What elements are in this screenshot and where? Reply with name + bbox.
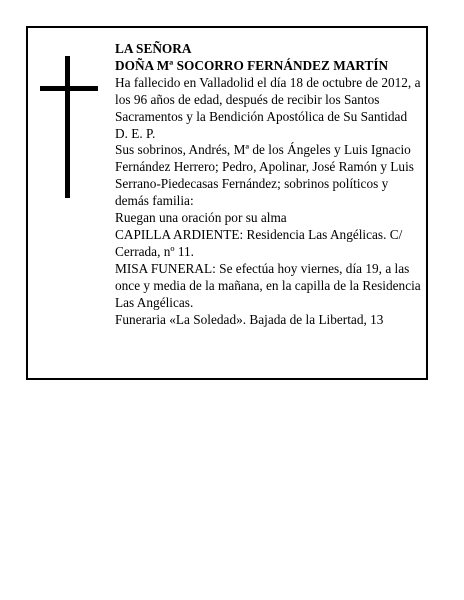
chapel-info: CAPILLA ARDIENTE: Residencia Las Angélicas. C/ Cerrada, nº 11.: [115, 226, 403, 259]
deceased-name: DOÑA Mª SOCORRO FERNÁNDEZ MARTÍN: [115, 57, 389, 73]
funeral-home-info: Funeraria «La Soledad». Bajada de la Libertad, 13: [115, 311, 384, 327]
funeral-mass-info: MISA FUNERAL: Se efectúa hoy viernes, día 19, a las once y media de la mañana, en la capilla de la Residencia Las Angélicas.: [115, 260, 421, 310]
death-announcement: Ha fallecido en Valladolid el día 18 de octubre de 2012, a los 96 años de edad, después de recibir los Santos Sacramentos y la Bendición Apostólica de Su Santidad D. E. P.: [115, 74, 421, 141]
notice-text: [115, 41, 423, 328]
cross-icon: [40, 56, 98, 198]
cross-horizontal-bar: [40, 86, 98, 91]
family-members: Sus sobrinos, Andrés, Mª de los Ángeles y Luis Ignacio Fernández Herrero; Pedro, Apolinar, José Ramón y Luis Serrano-Piedecasas Fernández; sobrinos políticos y demás familia:: [115, 142, 414, 209]
obituary-notice: [26, 26, 428, 380]
prayer-request: Ruegan una oración por su alma: [115, 210, 287, 226]
notice-title-line-1: LA SEÑORA: [115, 41, 192, 56]
cross-vertical-bar: [65, 56, 70, 198]
